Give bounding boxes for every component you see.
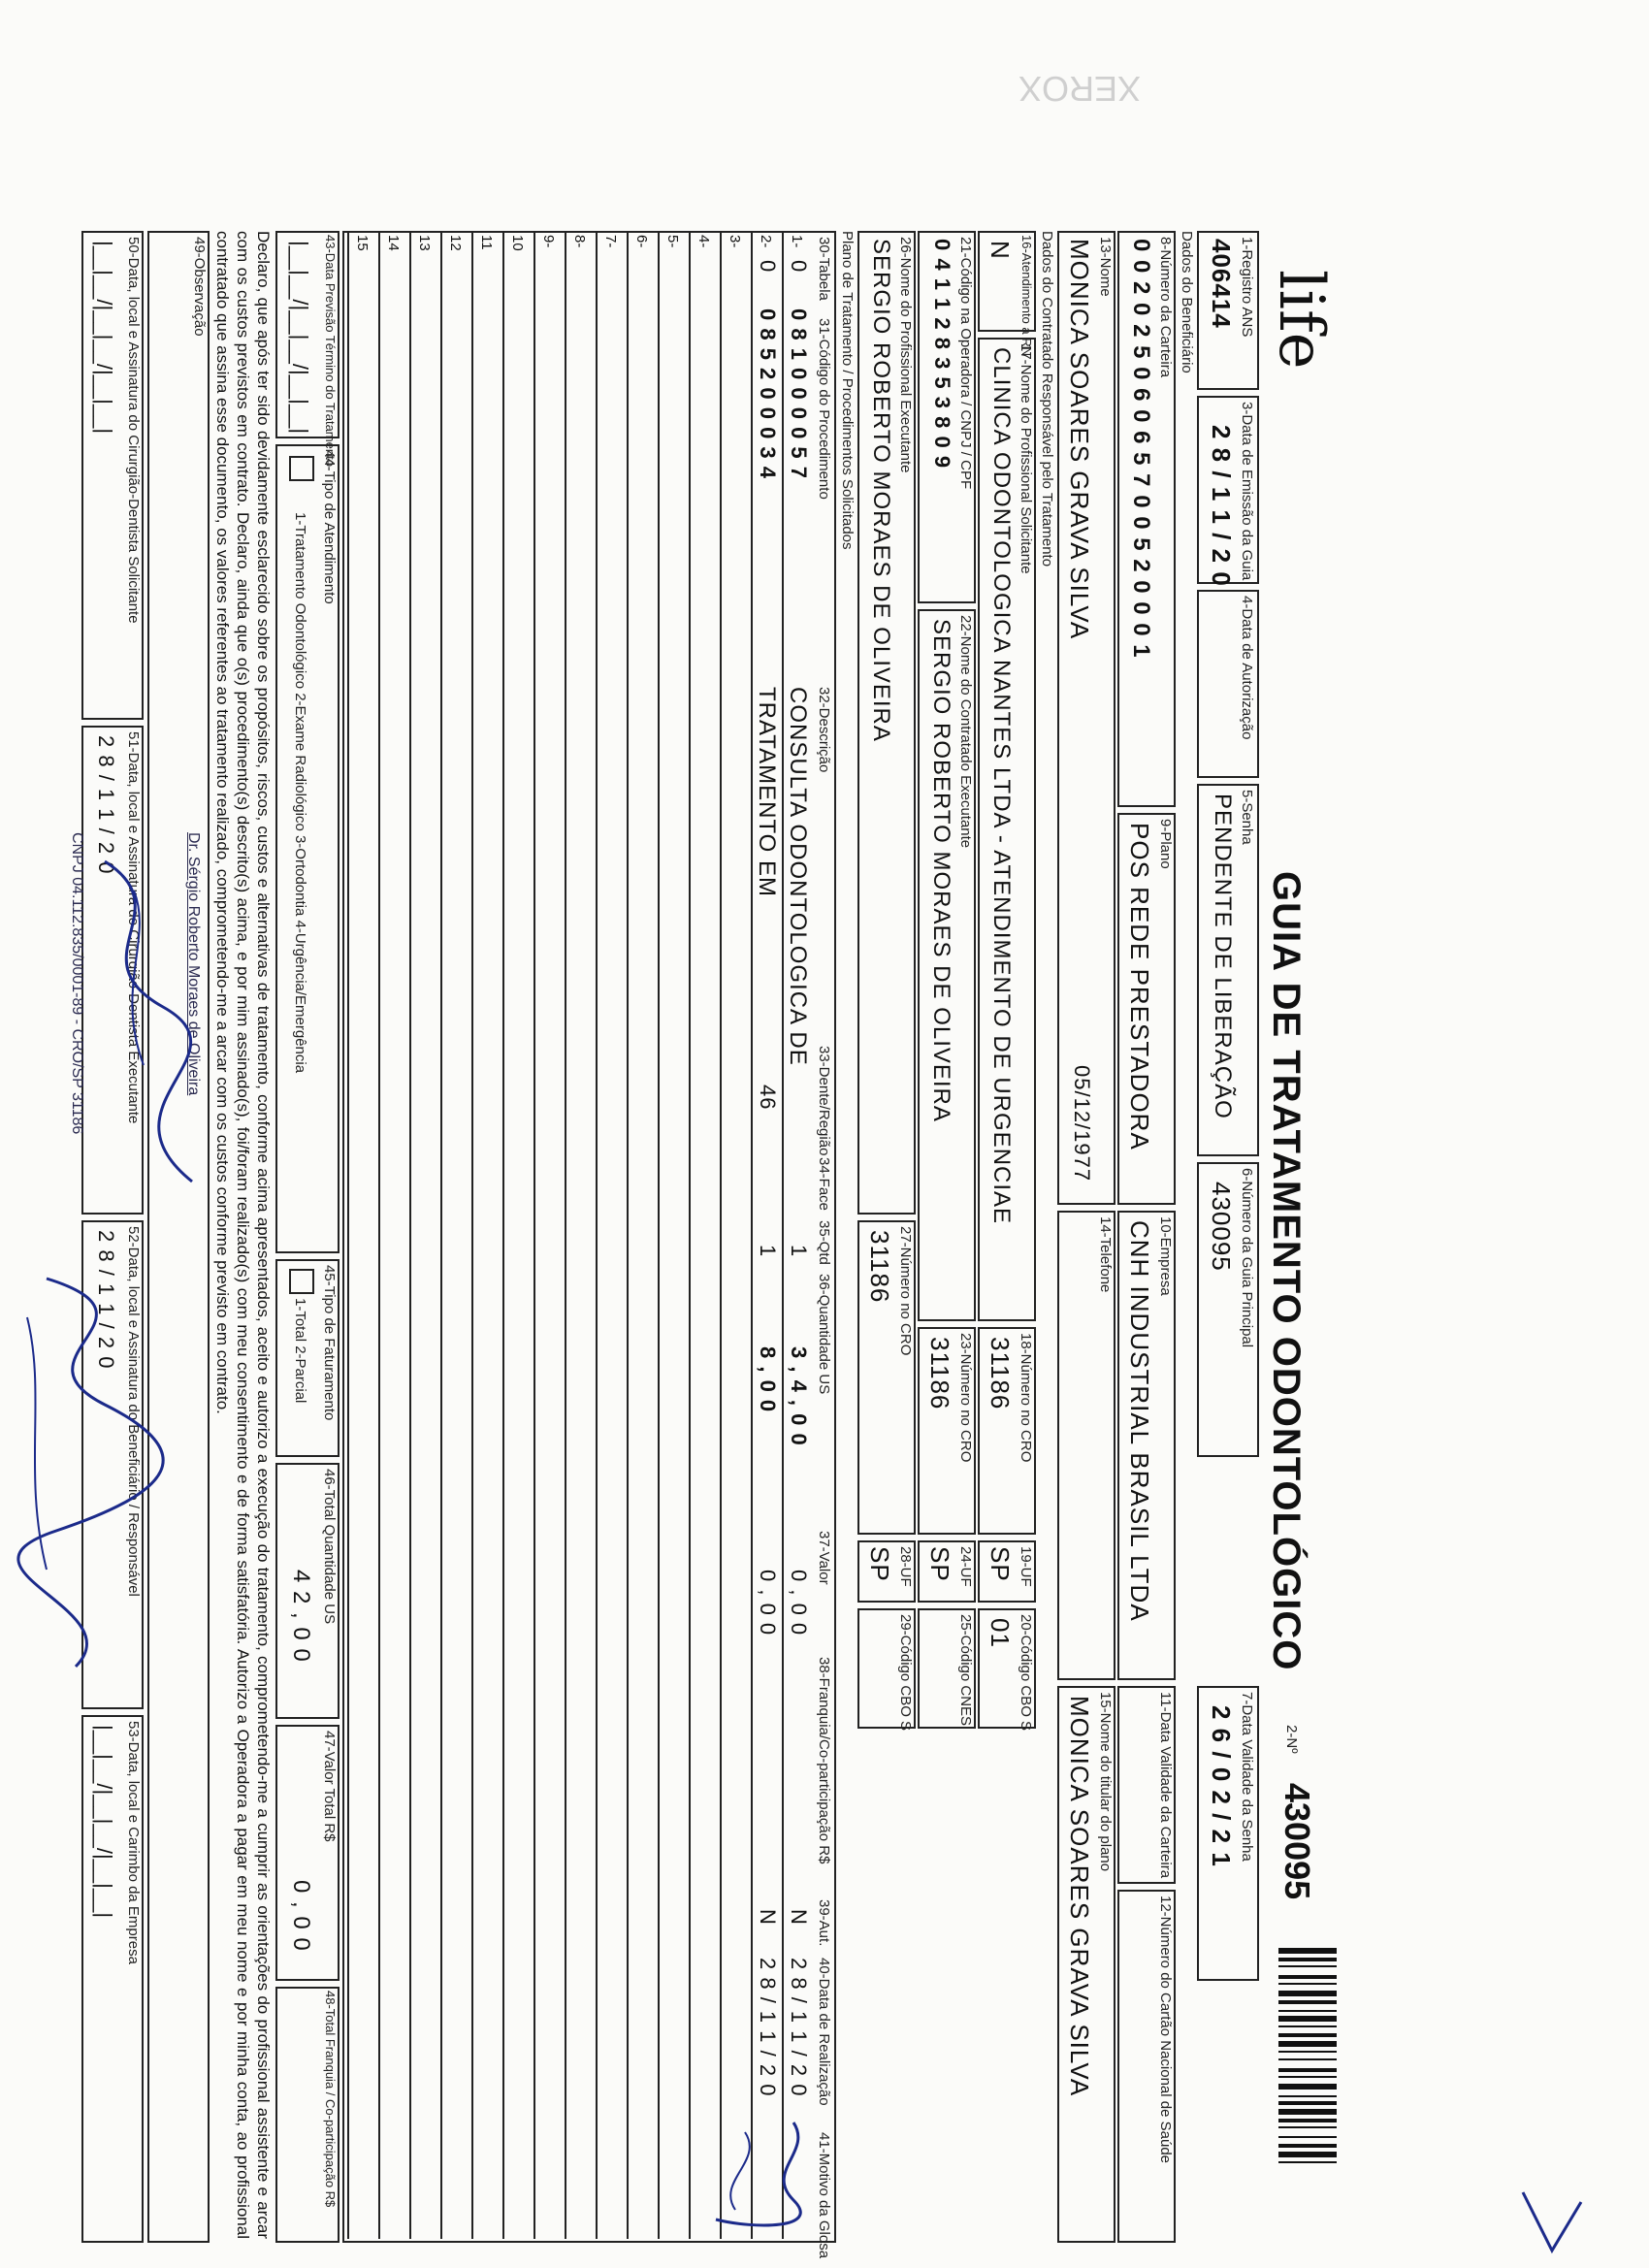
registro-ans-value: 406414 bbox=[1207, 239, 1236, 329]
cartao-nacional-label: 12-Número do Cartão Nacional de Saúde bbox=[1157, 1895, 1174, 2163]
dentist-signature bbox=[66, 852, 221, 1201]
table-row-number: 4- bbox=[695, 235, 712, 248]
nome-value: MONICA SOARES GRAVA SILVA bbox=[1065, 239, 1094, 640]
registro-ans-label: 1-Registro ANS bbox=[1239, 237, 1255, 338]
previsao-cells: |__|__/|__|__/|__|__| bbox=[288, 241, 312, 435]
table-cell-aut: N bbox=[787, 1909, 811, 1926]
carteira-label: 8-Número da Carteira bbox=[1157, 237, 1174, 378]
tipo-faturamento-options: 1-Total 2-Parcial bbox=[292, 1298, 308, 1404]
valor-total-label: 47-Valor Total R$ bbox=[321, 1731, 338, 1842]
cbo3-label: 29-Código CBO S bbox=[897, 1614, 914, 1732]
guide-number: 430095 bbox=[1277, 1783, 1317, 1900]
contratado-exec-label: 22-Nome do Contratado Executante bbox=[957, 615, 974, 849]
observacao-label: 49-Observação bbox=[191, 237, 208, 337]
page-number-label: 2-Nº bbox=[1283, 1725, 1300, 1754]
previsao-label: 43-Data Previsão Término do Tratamento bbox=[323, 235, 338, 467]
table-row-line bbox=[347, 231, 349, 2239]
senha-value: PENDENTE DE LIBERAÇÃO bbox=[1210, 794, 1236, 1119]
assinatura-cirurgiao-label: 50-Data, local e Assinatura do Cirurgião-Dentista Solicitante bbox=[125, 237, 142, 624]
dados-contratado-label: Dados do Contratado Responsável pelo Tratamento bbox=[1039, 231, 1055, 567]
table-row-line bbox=[440, 231, 442, 2239]
table-cell-valor: 0 , 0 0 bbox=[787, 1570, 811, 1636]
table-row-number: 7- bbox=[602, 235, 619, 248]
table-row-number: 13 bbox=[416, 235, 433, 251]
dentist-stamp-cnpj: CNPJ 04.112.835/0001-89 - CRO/SP 31186 bbox=[69, 832, 85, 1135]
plano-label: 9-Plano bbox=[1157, 819, 1174, 869]
table-row-number: 11 bbox=[478, 235, 495, 250]
cnes-label: 25-Código CNES bbox=[957, 1614, 974, 1727]
table-cell-us: 3 , 4 , 0 0 bbox=[787, 1346, 811, 1446]
assinatura-cirurgiao-cells: |__|__/|__|__/|__|__| bbox=[92, 241, 116, 435]
carimbo-cells: |__|__/|__|__/|__|__| bbox=[92, 1725, 116, 1919]
header-data: 40-Data de Realização bbox=[816, 1958, 832, 2106]
total-us-value: 4 2 , 0 0 bbox=[288, 1570, 314, 1663]
cod-operadora-value: 0 4 1 1 2 8 3 5 3 8 0 9 bbox=[930, 239, 954, 470]
senha-label: 5-Senha bbox=[1239, 790, 1255, 845]
assinatura-exec-date: 2 8 / 1 1 / 2 0 bbox=[94, 735, 118, 875]
validade-carteira-label: 11-Data Validade da Carteira bbox=[1157, 1692, 1174, 1879]
row-signatures bbox=[696, 2113, 813, 2239]
validade-senha-label: 7-Data Validade da Senha bbox=[1239, 1692, 1255, 1862]
validade-senha-value: 2 6 / 0 2 / 2 1 bbox=[1207, 1705, 1236, 1867]
show-through-text: XEROX bbox=[1018, 69, 1142, 109]
table-row-number: 5- bbox=[664, 235, 681, 248]
total-franquia-label: 48-Total Franquia / Co-participação R$ bbox=[323, 1991, 338, 2208]
cro3-label: 27-Número no CRO bbox=[897, 1226, 914, 1356]
assinatura-exec-label: 51-Data, local e Assinatura do Cirurgião-Dentista Executante bbox=[125, 731, 142, 1124]
table-row-line bbox=[502, 231, 504, 2239]
header-glosa: 41-Motivo da Glosa bbox=[816, 2132, 832, 2259]
table-cell-tabela: 0 bbox=[787, 260, 811, 274]
table-cell-data: 2 8 / 1 1 / 2 0 bbox=[756, 1958, 780, 2097]
tipo-atendimento-checkbox[interactable] bbox=[289, 456, 314, 481]
titular-label: 15-Nome do titular do plano bbox=[1097, 1692, 1114, 1872]
table-row-number: 3- bbox=[727, 235, 743, 248]
guia-principal-label: 6-Número da Guia Principal bbox=[1239, 1168, 1255, 1348]
table-row-line bbox=[658, 231, 660, 2239]
dados-beneficiario-label: Dados do Beneficiário bbox=[1179, 231, 1195, 373]
table-cell-descricao: TRATAMENTO EM bbox=[754, 687, 780, 897]
table-cell-codigo: 0 8 5 2 0 0 0 3 4 bbox=[756, 308, 780, 480]
header-qtd-us: 36-Quantidade US bbox=[816, 1274, 832, 1395]
header-franquia: 38-Franquia/Co-participação R$ bbox=[816, 1657, 832, 1864]
prof-exec-value: SERGIO ROBERTO MORAES DE OLIVEIRA bbox=[868, 239, 894, 742]
cbo-value: 01 bbox=[986, 1618, 1015, 1648]
table-row-line bbox=[627, 231, 629, 2239]
empresa-label: 10-Empresa bbox=[1157, 1216, 1174, 1296]
uf3-label: 28-UF bbox=[897, 1546, 914, 1587]
valor-total-value: 0 , 0 0 bbox=[288, 1880, 314, 1952]
header-face: 34-Face bbox=[816, 1157, 832, 1212]
table-row-line bbox=[565, 231, 566, 2239]
atendimento-rn-label: 16-Atendimento a RN bbox=[1019, 235, 1034, 357]
cro-value: 31186 bbox=[986, 1337, 1015, 1410]
atendimento-rn-value: N bbox=[986, 241, 1015, 260]
table-row-line bbox=[751, 231, 753, 2239]
table-row-number: 15 bbox=[354, 235, 371, 251]
pen-check-mark bbox=[1513, 2183, 1591, 2260]
table-row-line bbox=[378, 231, 380, 2239]
cro3-value: 31186 bbox=[865, 1230, 894, 1304]
tipo-atendimento-options: 1-Tratamento Odontológico 2-Exame Radiológico 3-Ortodontia 4-Urgência/Emergência bbox=[292, 512, 308, 1074]
uf-label: 19-UF bbox=[1018, 1546, 1034, 1587]
plano-value: POS REDE PRESTADORA bbox=[1125, 823, 1154, 1150]
carimbo-label: 53-Data, local e Carimbo da Empresa bbox=[125, 1721, 142, 1964]
data-emissao-label: 3-Data de Emissão da Guia bbox=[1239, 402, 1255, 581]
procedures-table bbox=[342, 231, 836, 2243]
nome-label: 13-Nome bbox=[1097, 237, 1114, 297]
table-row-line bbox=[689, 231, 691, 2239]
cbo-label: 20-Código CBO S bbox=[1018, 1614, 1034, 1732]
table-row-number: 14 bbox=[385, 235, 402, 251]
table-row-line bbox=[409, 231, 411, 2239]
declaracao-text: Declaro, que após ter sido devidamente esclarecido sobre os propósitos, riscos, custos e alternativas de tratamento, conforme acima apresentados, aceito e autorizo a execução do tratamento, comprometendo-me a cumprir as orientações do profissional assistente e arcar com os custos previstos em contrato. Declaro, ainda que o(s) procedimento(s) descrito(s) acima, e por mim assinado(s), foi/foram realizado(s) com meu consentimento e de forma satisfatória. Autorizo a Operadora a pagar em meu nome e por minha conta, ao profissional contratado que assina esse documento, os valores referentes ao tratamento realizado, comprometendo-me a arcar com os custos conforme previsto em contrato. bbox=[213, 231, 273, 2239]
prof-exec-label: 26-Nome do Profissional Executante bbox=[897, 237, 914, 473]
dentist-stamp-name: Dr. Sérgio Roberto Moraes de Oliveira bbox=[185, 832, 202, 1096]
observacao-box bbox=[147, 231, 210, 2243]
prof-solicitante-label: 17-Nome do Profissional Solicitante bbox=[1018, 343, 1034, 574]
prof-solicitante-value: CLINICA ODONTOLOGICA NANTES LTDA - ATENDIMENTO DE URGENCIAE bbox=[988, 347, 1015, 1225]
table-cell-aut: N bbox=[756, 1909, 780, 1926]
table-row-number: 10 bbox=[509, 235, 526, 251]
table-row-number: 1- bbox=[789, 235, 805, 248]
beneficiary-signature bbox=[0, 1259, 192, 1686]
uf2-label: 24-UF bbox=[957, 1546, 974, 1587]
table-cell-codigo: 0 8 1 0 0 0 0 5 7 bbox=[787, 308, 811, 480]
carteira-value: 0 0 2 0 2 5 0 6 0 6 5 7 0 0 5 2 0 0 0 1 bbox=[1128, 239, 1154, 659]
header-codigo: 31-Código do Procedimento bbox=[816, 318, 832, 500]
telefone-label: 14-Telefone bbox=[1097, 1216, 1114, 1293]
table-cell-dente: 46 bbox=[756, 1085, 780, 1111]
nascimento-value: 05/12/1977 bbox=[1070, 1065, 1094, 1183]
cro-label: 18-Número no CRO bbox=[1018, 1333, 1034, 1463]
header-tabela: 30-Tabela bbox=[816, 237, 832, 301]
table-cell-data: 2 8 / 1 1 / 2 0 bbox=[787, 1958, 811, 2097]
table-row-line bbox=[534, 231, 535, 2239]
uf3-value: SP bbox=[865, 1546, 894, 1582]
form-title: GUIA DE TRATAMENTO ODONTOLÓGICO bbox=[1265, 871, 1308, 1671]
table-row-number: 9- bbox=[540, 235, 557, 248]
data-autorizacao-label: 4-Data de Autorização bbox=[1239, 596, 1255, 740]
tipo-faturamento-label: 45-Tipo de Faturamento bbox=[321, 1265, 338, 1421]
table-row-line bbox=[596, 231, 598, 2239]
uf-value: SP bbox=[986, 1546, 1015, 1582]
table-cell-qtd: 1 bbox=[756, 1245, 780, 1258]
plano-tratamento-label: Plano de Tratamento / Procedimentos Solicitados bbox=[839, 231, 856, 550]
table-row-line bbox=[720, 231, 722, 2239]
empresa-value: CNH INDUSTRIAL BRASIL LTDA bbox=[1125, 1220, 1154, 1622]
tipo-faturamento-checkbox[interactable] bbox=[289, 1269, 314, 1294]
cod-operadora-label: 21-Código na Operadora / CNPJ / CPF bbox=[957, 237, 974, 490]
table-row-number: 6- bbox=[633, 235, 650, 248]
assinatura-benef-date: 2 8 / 1 1 / 2 0 bbox=[94, 1230, 118, 1370]
header-qtd: 35-Qtd bbox=[816, 1220, 832, 1265]
cro2-value: 31186 bbox=[925, 1337, 954, 1410]
dental-treatment-form bbox=[69, 231, 1337, 2259]
cro2-label: 23-Número no CRO bbox=[957, 1333, 974, 1463]
guia-principal-value: 430095 bbox=[1207, 1182, 1236, 1272]
table-cell-us: 8 , 0 0 bbox=[756, 1346, 780, 1413]
header-valor: 37-Valor bbox=[816, 1531, 832, 1585]
tipo-atendimento-label: 44-Tipo de Atendimento bbox=[321, 450, 338, 604]
assinatura-benef-label: 52-Data, local e Assinatura do Beneficiário / Responsável bbox=[125, 1226, 142, 1597]
life-logo: life bbox=[1265, 270, 1337, 370]
header-descricao: 32-Descrição bbox=[816, 687, 832, 773]
uf2-value: SP bbox=[925, 1546, 954, 1582]
header-dente: 33-Dente/Região bbox=[816, 1046, 832, 1156]
table-row-number: 12 bbox=[447, 235, 464, 251]
barcode bbox=[1278, 1948, 1337, 2219]
table-row-number: 8- bbox=[571, 235, 588, 248]
contratado-exec-value: SERGIO ROBERTO MORAES DE OLIVEIRA bbox=[928, 619, 954, 1122]
header-aut: 39-Aut. bbox=[816, 1899, 832, 1947]
table-row-line bbox=[471, 231, 473, 2239]
table-cell-tabela: 0 bbox=[756, 260, 780, 274]
table-row-line bbox=[782, 231, 784, 2239]
data-emissao-value: 2 8 / 1 1 / 2 0 bbox=[1207, 425, 1236, 587]
table-cell-qtd: 1 bbox=[787, 1245, 811, 1258]
table-cell-valor: 0 , 0 0 bbox=[756, 1570, 780, 1636]
titular-value: MONICA SOARES GRAVA SILVA bbox=[1065, 1696, 1094, 2097]
table-cell-descricao: CONSULTA ODONTOLOGICA DE bbox=[785, 687, 811, 1066]
table-row-number: 2- bbox=[758, 235, 774, 248]
total-us-label: 46-Total Quantidade US bbox=[321, 1469, 338, 1625]
